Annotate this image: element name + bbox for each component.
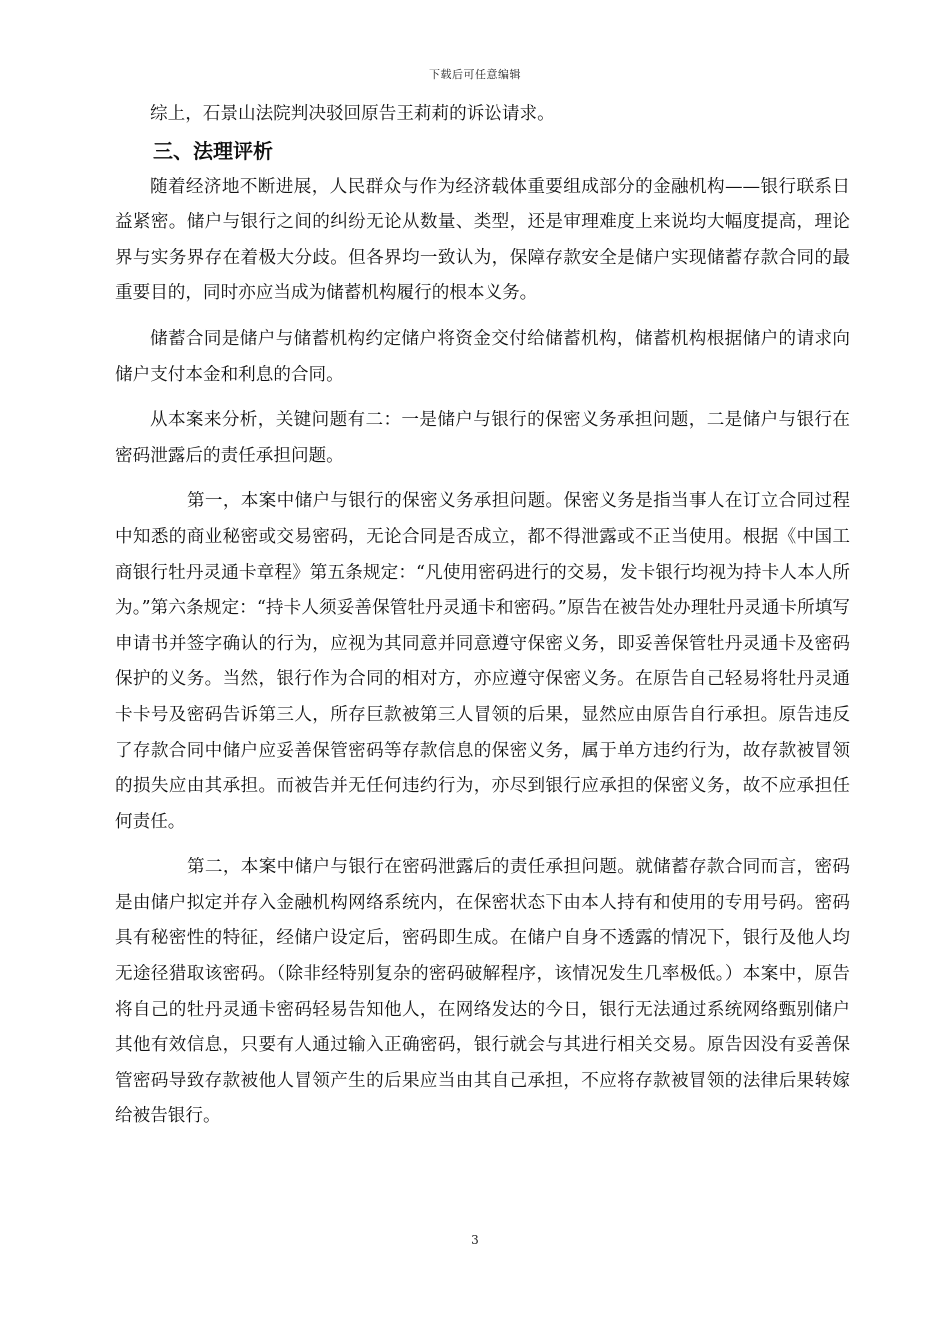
body-paragraph-4: 第一，本案中储户与银行的保密义务承担问题。保密义务是指当事人在订立合同过程中知悉的商业秘密或交易密码，无论合同是否成立，都不得泄露或不正当使用。根据《中国工商银行牡丹灵通卡章程》第五条规定：“凡使用密码进行的交易，发卡银行均视为持卡人本人所为。”第六条规定：“持卡人须妥善保管牡丹灵通卡和密码。”原告在被告处办理牡丹灵通卡所填写申请书并签字确认的行为，应视为其同意并同意遵守保密义务，即妥善保管牡丹灵通卡及密码保护的义务。当然，银行作为合同的相对方，亦应遵守保密义务。在原告自己轻易将牡丹灵通卡卡号及密码告诉第三人，所存巨款被第三人冒领的后果，显然应由原告自行承担。原告违反了存款合同中储户应妥善保管密码等存款信息的保密义务，属于单方违约行为，故存款被冒领的损失应由其承担。而被告并无任何违约行为，亦尽到银行应承担的保密义务，故不应承担任何责任。	[115, 491, 850, 832]
body-paragraph-5: 第二，本案中储户与银行在密码泄露后的责任承担问题。就储蓄存款合同而言，密码是由储户拟定并存入金融机构网络系统内，在保密状态下由本人持有和使用的专用号码。密码具有秘密性的特征，经储户设定后，密码即生成。在储户自身不透露的情况下，银行及他人均无途径猎取该密码。（除非经特别复杂的密码破解程序，该情况发生几率极低。）本案中，原告将自己的牡丹灵通卡密码轻易告知他人，在网络发达的今日，银行无法通过系统网络甄别储户其他有效信息，只要有人通过输入正确密码，银行就会与其进行相关交易。原告因没有妥善保管密码导致存款被他人冒领产生的后果应当由其自己承担，不应将存款被冒领的法律后果转嫁给被告银行。	[115, 857, 850, 1127]
page-header: 下载后可任意编辑	[429, 68, 521, 81]
body-paragraph-1: 随着经济地不断进展，人民群众与作为经济载体重要组成部分的金融机构——银行联系日益紧密。储户与银行之间的纠纷无论从数量、类型，还是审理难度上来说均大幅度提高，理论界与实务界存在着极大分歧。但各界均一致认为，保障存款安全是储户实现储蓄存款合同的最重要目的，同时亦应当成为储蓄机构履行的根本义务。	[115, 176, 850, 304]
body-paragraph-2: 储蓄合同是储户与储蓄机构约定储户将资金交付给储蓄机构，储蓄机构根据储户的请求向储户支付本金和利息的合同。	[115, 328, 850, 385]
conclusion-paragraph: 综上，石景山法院判决驳回原告王莉莉的诉讼请求。	[150, 104, 555, 124]
page-body	[115, 97, 850, 1135]
page-number: 3	[471, 1233, 479, 1247]
section-heading: 三、法理评析	[153, 138, 273, 163]
body-paragraph-3: 从本案来分析，关键问题有二：一是储户与银行的保密义务承担问题，二是储户与银行在密码泄露后的责任承担问题。	[115, 410, 850, 466]
